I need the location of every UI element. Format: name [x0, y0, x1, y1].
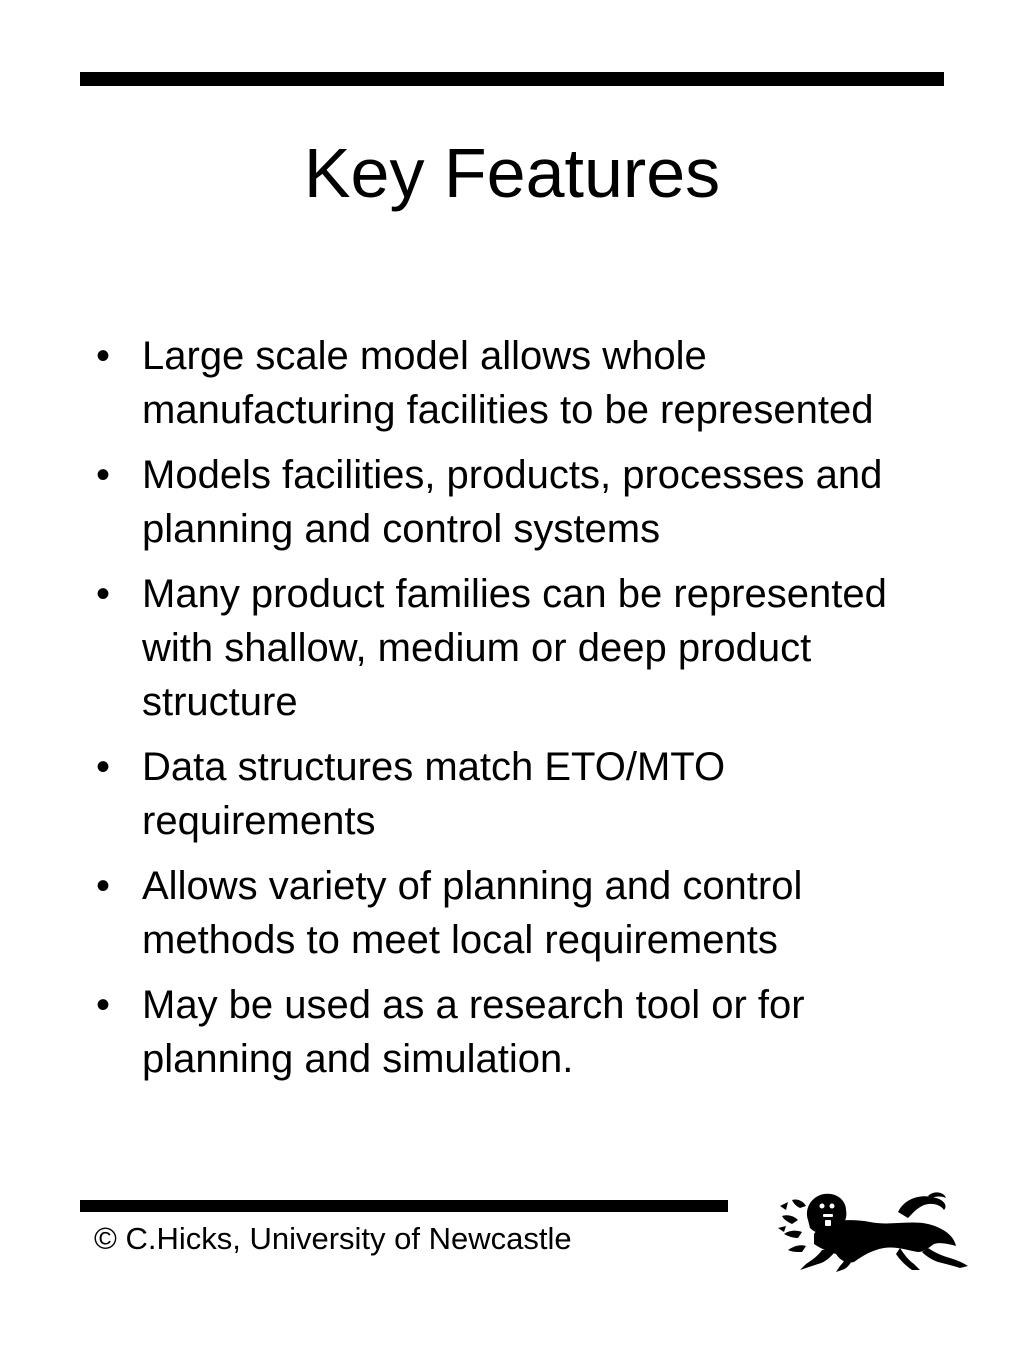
list-item — [88, 978, 918, 1086]
lion-icon — [778, 1190, 970, 1274]
page-title: Key Features — [303, 134, 721, 212]
list-item — [88, 859, 918, 967]
bullet-icon: • — [95, 983, 110, 1027]
bullet-text: Large scale model allows whole manufacturing facilities to be represented — [142, 334, 874, 432]
bottom-divider — [80, 1200, 728, 1212]
bullet-text: May be used as a research tool or for planning and simulation. — [142, 983, 805, 1081]
bullet-icon: • — [95, 572, 110, 616]
bullet-text: Allows variety of planning and control methods to meet local requirements — [142, 864, 803, 962]
bullet-icon: • — [95, 745, 110, 789]
list-item — [88, 329, 918, 437]
bullet-text: Many product families can be represented with shallow, medium or deep product structure — [142, 572, 887, 724]
bullet-icon: • — [95, 334, 110, 378]
bullet-list — [88, 329, 918, 1097]
list-item — [88, 567, 918, 729]
list-item — [88, 448, 918, 556]
bullet-icon: • — [95, 453, 110, 497]
bullet-text: Models facilities, products, processes and planning and control systems — [142, 453, 883, 551]
bullet-icon: • — [95, 864, 110, 908]
list-item — [88, 740, 918, 848]
bullet-text: Data structures match ETO/MTO requirements — [142, 745, 726, 843]
top-divider — [80, 72, 944, 86]
footer-copyright: © C.Hicks, University of Newcastle — [94, 1221, 572, 1256]
